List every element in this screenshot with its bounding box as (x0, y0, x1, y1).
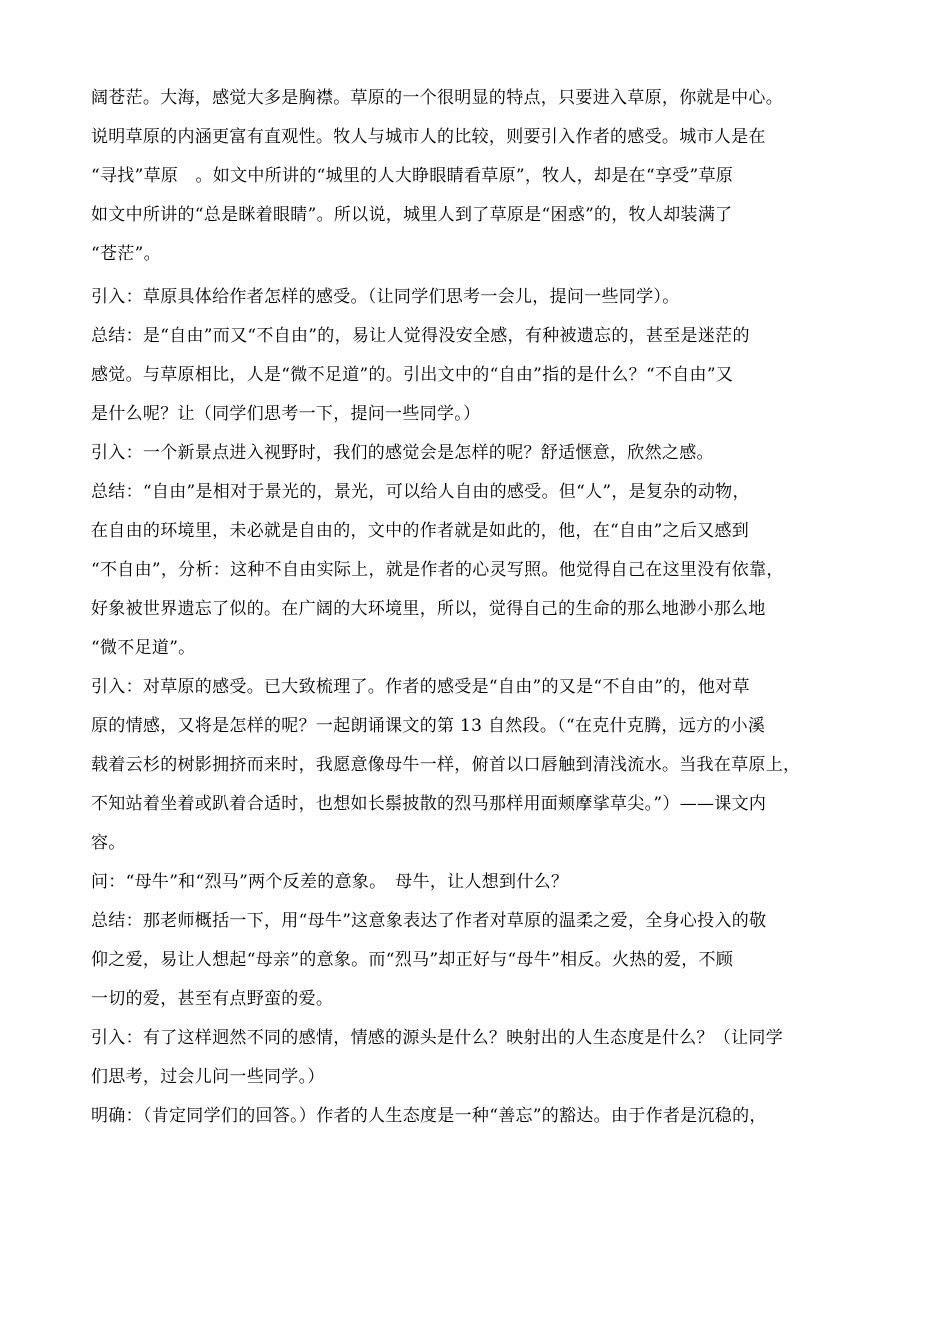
text-line: 问：“母牛”和“烈马”两个反差的意象。 母牛，让人想到什么？ (91, 872, 569, 892)
text-line: 引入：一个新景点进入视野时，我们的感觉会是怎样的呢？舒适惬意，欣然之感。 (91, 443, 714, 463)
text-line: 们思考，过会儿问一些同学。） (91, 1067, 325, 1087)
text-line: 引入：草原具体给作者怎样的感受。（让同学们思考一会儿，提问一些同学）。 (91, 287, 680, 307)
text-line: “不自由”，分析：这种不自由实际上，就是作者的心灵写照。他觉得自己在这里没有依靠， (91, 560, 784, 580)
text-line: 载着云杉的树影拥挤而来时，我愿意像母牛一样，俯首以口唇触到清浅流水。当我在草原上， (91, 755, 801, 775)
text-line: 引入：对草原的感受。已大致梳理了。作者的感受是“自由”的又是“不自由”的，他对草 (91, 677, 750, 697)
text-line: “寻找”草原 。如文中所讲的“城里的人大睁眼睛看草原”，牧人，却是在“享受”草原 (91, 166, 734, 186)
text-line: 总结：是“自由”而又“不自由”的，易让人觉得没安全感，有种被遗忘的，甚至是迷茫的 (91, 326, 750, 346)
text-line: 说明草原的内涵更富有直观性。牧人与城市人的比较，则要引入作者的感受。城市人是在 (91, 127, 766, 147)
text-line: 总结：那老师概括一下，用“母牛”这意象表达了作者对草原的温柔之爱，全身心投入的敬 (91, 911, 767, 931)
text-line: 好象被世界遗忘了似的。在广阔的大环境里，所以，觉得自己的生命的那么地渺小那么地 (91, 599, 766, 619)
text-line: “微不足道”。 (91, 638, 196, 658)
text-line: 感觉。与草原相比，人是“微不足道”的。引出文中的“自由”指的是什么？“不自由”又 (91, 365, 734, 385)
document-page (91, 88, 871, 1145)
text-line: 总结：“自由”是相对于景光的，景光，可以给人自由的感受。但“人”，是复杂的动物， (91, 482, 750, 502)
text-line: 引入：有了这样迥然不同的感情，情感的源头是什么？映射出的人生态度是什么？（让同学 (91, 1028, 783, 1048)
text-line: 容。 (91, 833, 126, 853)
text-line: 原的情感，又将是怎样的呢？一起朗诵课文的第 13 自然段。（“在克什克腾，远方的小溪 (91, 716, 766, 736)
text-line: 在自由的环境里，未必就是自由的，文中的作者就是如此的，他，在“自由”之后又感到 (91, 521, 750, 541)
text-line: 阔苍茫。大海，感觉大多是胸襟。草原的一个很明显的特点，只要进入草原，你就是中心。 (91, 88, 783, 108)
text-line: 仰之爱，易让人想起“母亲”的意象。而“烈马”却正好与“母牛”相反。火热的爱，不顾 (91, 950, 734, 970)
text-line: 一切的爱，甚至有点野蛮的爱。 (91, 989, 334, 1009)
text-line: “苍茫”。 (91, 244, 161, 264)
text-line: 明确：（肯定同学们的回答。）作者的人生态度是一种“善忘”的豁达。由于作者是沉稳的， (91, 1106, 767, 1126)
text-line: 不知站着坐着或趴着合适时，也想如长鬃披散的烈马那样用面颊摩挲草尖。”）——课文内 (91, 794, 767, 814)
text-line: 是什么呢？让（同学们思考一下，提问一些同学。） (91, 404, 481, 424)
text-line: 如文中所讲的“总是眯着眼睛”。所以说，城里人到了草原是“困惑”的，牧人却装满了 (91, 205, 733, 225)
